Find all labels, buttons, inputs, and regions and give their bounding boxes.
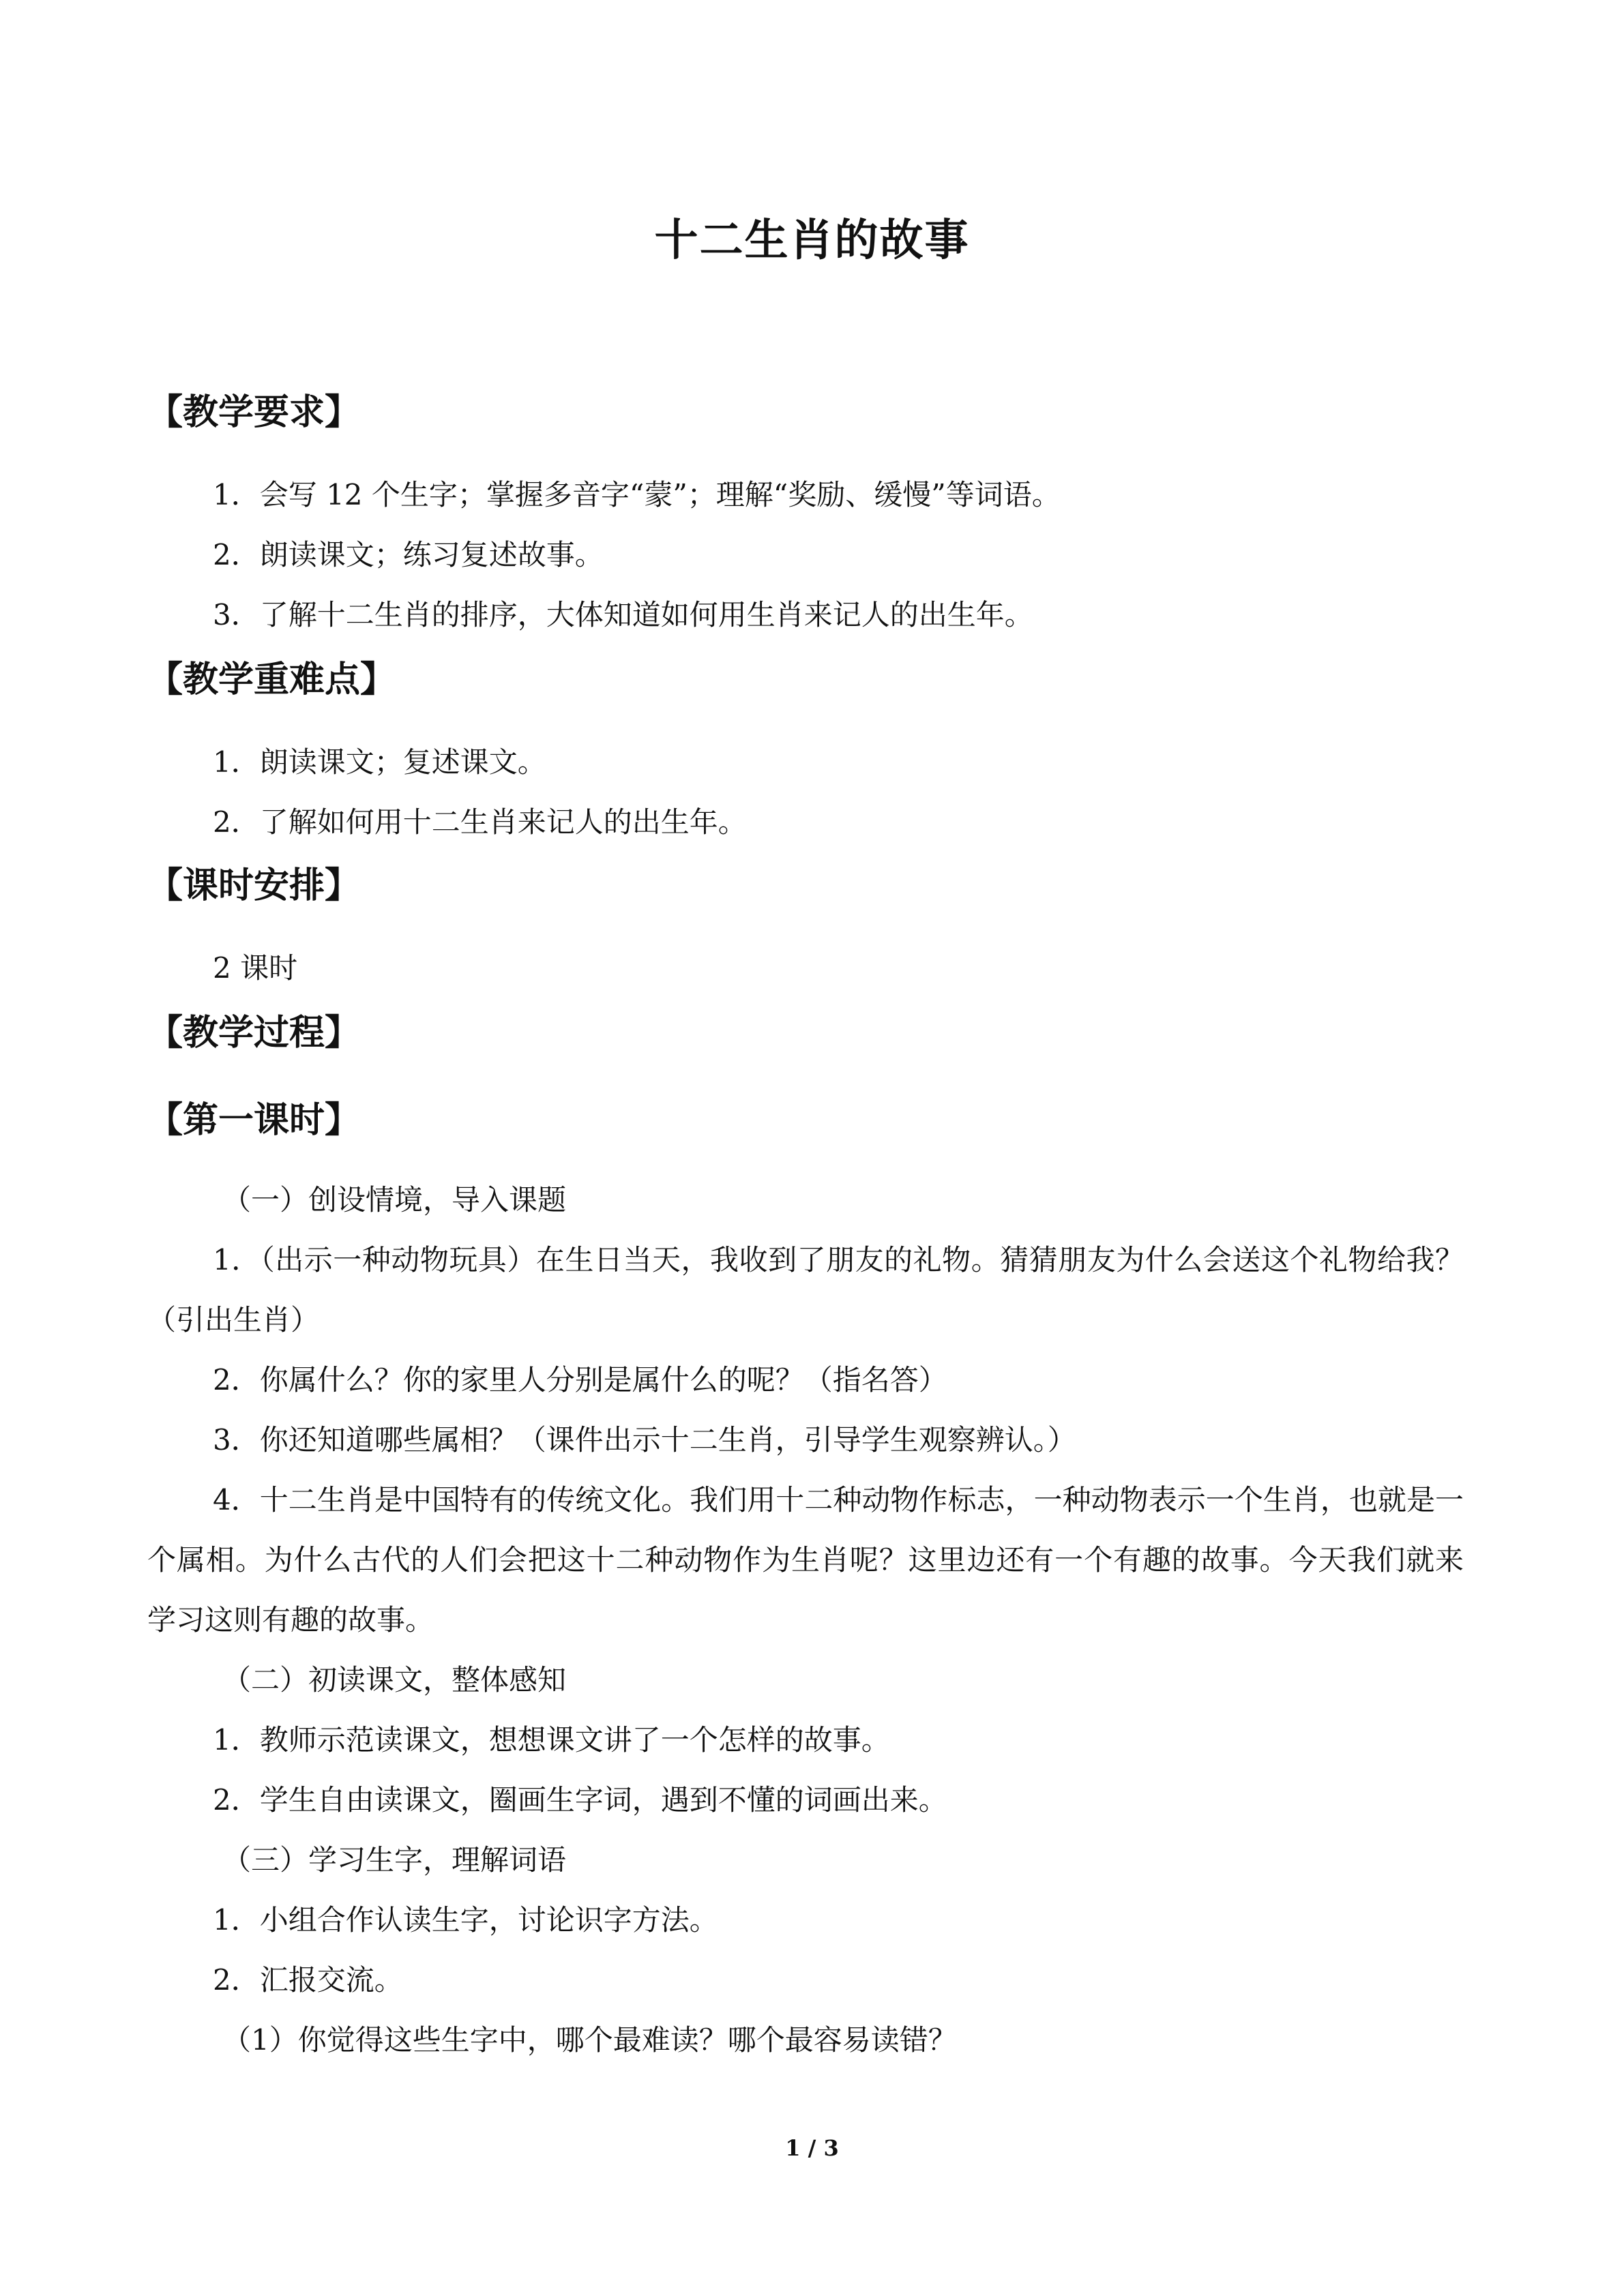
part3-title: （三）学习生字，理解词语	[222, 1843, 567, 1877]
page-number: 1 / 3	[785, 2135, 839, 2161]
part1-title: （一）创设情境，导入课题	[222, 1183, 567, 1217]
part1-item-4: 4．十二生肖是中国特有的传统文化。我们用十二种动物作标志，一种动物表示一个生肖，也就是一个属相。为什么古代的人们会把这十二种动物作为生肖呢？这里边还有一个有趣的故事。今天我们就来学习这则有趣的故事。	[147, 1483, 1464, 1637]
key-point-item-2: 2．了解如何用十二生肖来记人的出生年。	[213, 805, 747, 839]
schedule-text: 2 课时	[213, 951, 298, 985]
part1-item-2: 2．你属什么？你的家里人分别是属什么的呢？（指名答）	[213, 1363, 947, 1397]
requirement-item-2: 2．朗读课文；练习复述故事。	[213, 538, 604, 571]
part1-item-3: 3．你还知道哪些属相？（课件出示十二生肖，引导学生观察辨认。）	[213, 1423, 1076, 1457]
heading-lesson-one: 【第一课时】	[147, 1100, 361, 1141]
part2-item-2: 2．学生自由读课文，圈画生字词，遇到不懂的词画出来。	[213, 1783, 947, 1817]
key-point-item-1: 1．朗读课文；复述课文。	[213, 745, 546, 779]
heading-process: 【教学过程】	[147, 1013, 361, 1054]
page-title: 十二生肖的故事	[654, 215, 970, 266]
heading-schedule: 【课时安排】	[147, 865, 361, 906]
requirement-item-3: 3．了解十二生肖的排序，大体知道如何用生肖来记人的出生年。	[213, 598, 1033, 631]
requirement-item-1: 1．会写 12 个生字；掌握多音字“蒙”；理解“奖励、缓慢”等词语。	[213, 478, 1061, 511]
part2-item-1: 1．教师示范读课文，想想课文讲了一个怎样的故事。	[213, 1723, 890, 1757]
part3-item-3: （1）你觉得这些生字中，哪个最难读？哪个最容易读错？	[222, 2023, 957, 2057]
part3-item-1: 1．小组合作认读生字，讨论识字方法。	[213, 1903, 718, 1937]
heading-key-points: 【教学重难点】	[147, 659, 396, 700]
heading-requirements: 【教学要求】	[147, 392, 361, 433]
part1-item-1: 1．（出示一种动物玩具）在生日当天，我收到了朋友的礼物。猜猜朋友为什么会送这个礼物给我？（引出生肖）	[147, 1243, 1464, 1337]
part3-item-2: 2．汇报交流。	[213, 1963, 403, 1997]
part2-title: （二）初读课文，整体感知	[222, 1663, 567, 1697]
